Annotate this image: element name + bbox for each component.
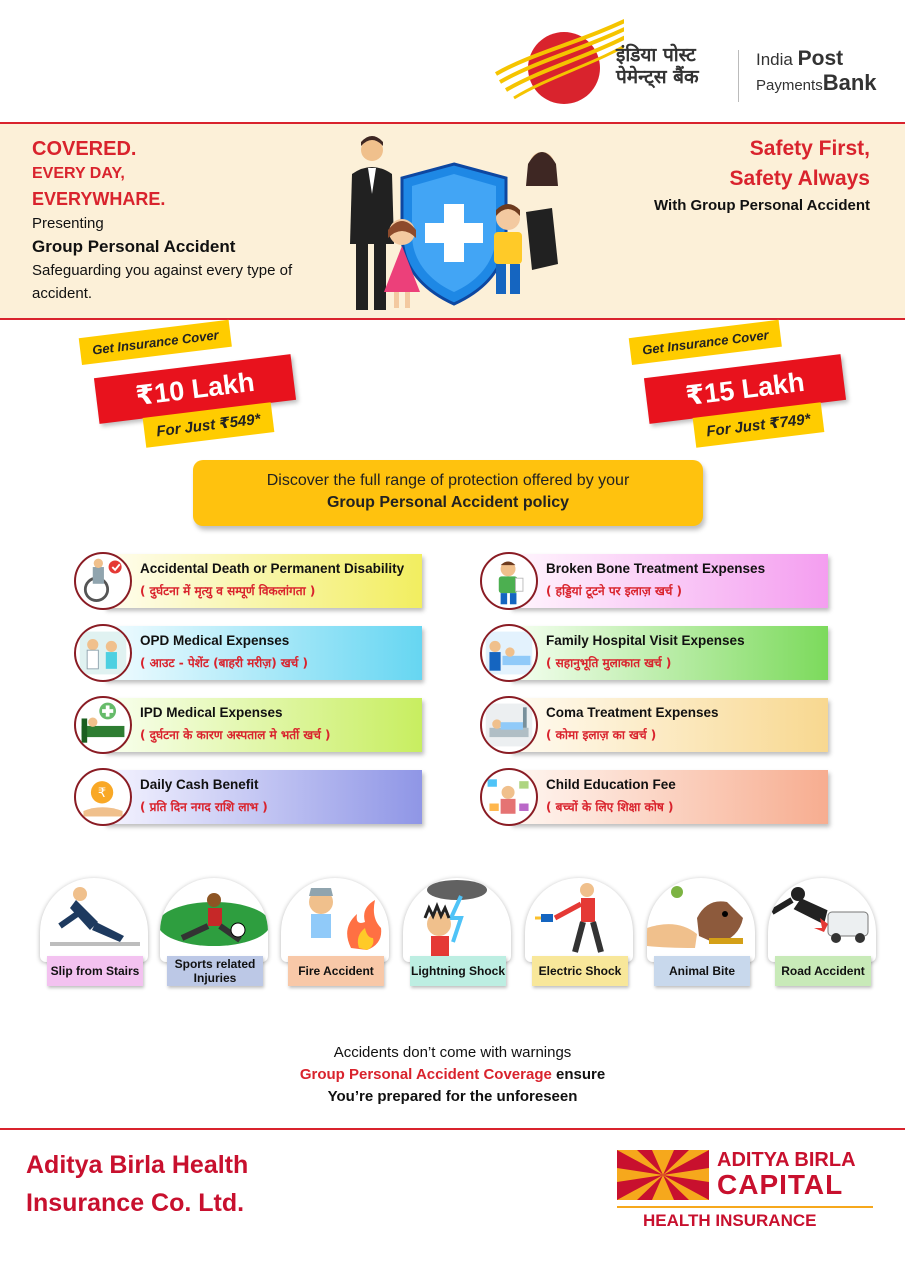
patient-bed-icon xyxy=(480,696,538,754)
accident-sports-injuries xyxy=(157,878,271,992)
accident-road xyxy=(765,878,879,992)
header xyxy=(0,0,905,122)
benefit-title: IPD Medical Expenses xyxy=(140,705,283,720)
benefit-hindi: ( प्रति दिन नगद राशि लाभ ) xyxy=(140,800,268,814)
benefit-family-hospital-visit xyxy=(480,624,830,682)
offer-15-lakh xyxy=(632,327,842,448)
benefit-title: Coma Treatment Expenses xyxy=(546,705,719,720)
discover-line1: Discover the full range of protection offered by your xyxy=(266,472,630,489)
benefit-hindi: ( दुर्घटना में मृत्यु व सम्पूर्ण विकलांगता ) xyxy=(140,584,316,598)
aditya-birla-capital-logo xyxy=(617,1146,873,1236)
product-name: Group Personal Accident xyxy=(32,237,236,256)
broken-arm-icon xyxy=(480,552,538,610)
accident-slip-from-stairs xyxy=(37,878,151,992)
accident-label: Lightning Shock xyxy=(410,956,506,986)
insurer-name: Aditya Birla Health Insurance Co. Ltd. xyxy=(26,1151,249,1217)
abc-name-line2: CAPITAL xyxy=(717,1169,844,1200)
abc-sun-icon xyxy=(617,1150,709,1200)
accident-label: Electric Shock xyxy=(532,956,628,986)
family-shield-illustration xyxy=(336,134,566,320)
footer xyxy=(0,1128,905,1280)
india-post-payments-bank-logo xyxy=(494,12,904,112)
benefit-ipd-medical xyxy=(74,696,424,754)
benefit-broken-bone xyxy=(480,552,830,610)
accident-label: Fire Accident xyxy=(288,956,384,986)
benefit-title: Daily Cash Benefit xyxy=(140,777,259,792)
logo-divider xyxy=(738,50,739,102)
ippb-english-name: India Post PaymentsBank xyxy=(756,47,877,95)
benefit-hindi: ( आउट - पेशेंट (बाहरी मरीज़) खर्च ) xyxy=(140,656,308,670)
hero-banner xyxy=(0,122,905,320)
accident-electric-shock xyxy=(522,878,636,992)
hospital-visit-icon xyxy=(480,624,538,682)
slogan-line2: Safety Always xyxy=(729,167,870,190)
rupee-coin-icon xyxy=(74,768,132,826)
lightning-icon xyxy=(403,878,511,962)
accident-label: Road Accident xyxy=(775,956,871,986)
benefit-title: Child Education Fee xyxy=(546,777,676,792)
accident-fire xyxy=(278,878,392,992)
falling-person-icon xyxy=(40,878,148,962)
presenting-text: Presenting xyxy=(32,215,104,232)
every-day-text: EVERY DAY, xyxy=(32,165,125,182)
doctor-consult-icon xyxy=(74,624,132,682)
benefit-daily-cash xyxy=(74,768,424,826)
offer-amount: ₹10 Lakh xyxy=(94,354,296,424)
ippb-hindi-name: इंडिया पोस्ट पेमेन्ट्स बैंक xyxy=(616,44,699,88)
ippb-emblem-icon xyxy=(494,12,624,112)
accident-label: Slip from Stairs xyxy=(47,956,143,986)
dog-bite-icon xyxy=(647,878,755,962)
accident-lightning-shock xyxy=(400,878,514,992)
accident-animal-bite xyxy=(644,878,758,992)
slogan-line1: Safety First, xyxy=(749,137,870,160)
hospital-bed-icon xyxy=(74,696,132,754)
fire-icon xyxy=(281,878,389,962)
discover-line2: Group Personal Accident policy xyxy=(326,494,570,511)
benefit-hindi: ( हड्डियां टूटने पर इलाज़ खर्च ) xyxy=(546,584,683,598)
tagline-line1: Accidents don’t come with warnings xyxy=(333,1044,572,1061)
everywhere-text: EVERYWHARE. xyxy=(32,189,166,209)
svg-text:₹: ₹ xyxy=(97,786,107,801)
benefit-coma-treatment xyxy=(480,696,830,754)
benefit-title: OPD Medical Expenses xyxy=(140,633,290,648)
benefit-hindi: ( कोमा इलाज़ का खर्च ) xyxy=(546,728,657,742)
child-books-icon xyxy=(480,768,538,826)
tagline-line2: Group Personal Accident Coverage ensure xyxy=(299,1066,606,1083)
offer-tag: Get Insurance Cover xyxy=(79,320,232,365)
covered-heading: COVERED. xyxy=(32,138,137,160)
banner-intro xyxy=(32,136,302,305)
discover-box xyxy=(193,460,703,526)
offer-amount: ₹15 Lakh xyxy=(644,354,846,424)
abc-divider xyxy=(617,1206,873,1208)
benefit-hindi: ( बच्चों के लिए शिक्षा कोष ) xyxy=(546,800,674,814)
slogan-line3: With Group Personal Accident xyxy=(654,197,870,214)
benefit-title: Accidental Death or Permanent Disability xyxy=(140,561,405,576)
abc-health-insurance: HEALTH INSURANCE xyxy=(643,1211,817,1230)
tagline-line3: You’re prepared for the unforeseen xyxy=(327,1088,578,1105)
wheelchair-icon xyxy=(74,552,132,610)
abc-name-line1: ADITYA BIRLA xyxy=(717,1149,856,1171)
accident-label: Animal Bite xyxy=(654,956,750,986)
offer-price: For Just ₹549* xyxy=(143,402,274,447)
benefit-hindi: ( सहानुभूति मुलाकात खर्च ) xyxy=(546,656,672,670)
benefit-child-education xyxy=(480,768,830,826)
benefit-opd-medical xyxy=(74,624,424,682)
banner-slogan xyxy=(654,134,870,218)
car-crash-icon xyxy=(768,878,876,962)
product-description: Safeguarding you against every type of accident. xyxy=(32,262,293,302)
accident-label: Sports related Injuries xyxy=(167,956,263,986)
benefit-title: Broken Bone Treatment Expenses xyxy=(546,561,766,576)
offer-price: For Just ₹749* xyxy=(693,402,824,447)
benefit-accidental-death xyxy=(74,552,424,610)
football-injury-icon xyxy=(160,878,268,962)
offer-tag: Get Insurance Cover xyxy=(629,320,782,365)
electric-plug-icon xyxy=(525,878,633,962)
benefit-title: Family Hospital Visit Expenses xyxy=(546,633,745,648)
benefit-hindi: ( दुर्घटना के कारण अस्पताल मे भर्ती खर्च ) xyxy=(140,728,331,742)
tagline xyxy=(0,1042,905,1108)
offer-10-lakh xyxy=(82,327,292,448)
